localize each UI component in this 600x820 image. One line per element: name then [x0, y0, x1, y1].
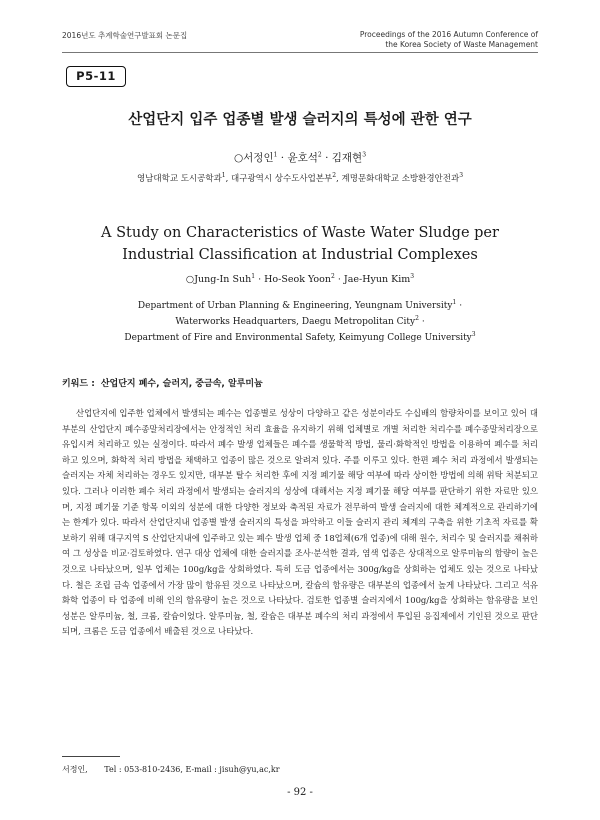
author-ko-2-sup: 2: [317, 151, 322, 159]
running-header-right: [360, 30, 538, 50]
author-ko-1-sup: 1: [273, 151, 278, 159]
author-ko-3-sup: 3: [362, 151, 367, 159]
author-en-3-sup: 3: [410, 272, 415, 280]
running-header-right-line1: Proceedings of the 2016 Autumn Conference of: [359, 30, 538, 39]
affil-en-1: Department of Urban Planning & Engineering, Yeungnam University: [137, 301, 453, 311]
affil-en-line2: [0, 314, 600, 330]
author-ko-1: 서정인: [243, 152, 274, 164]
title-english: [0, 222, 600, 266]
title-english-line1: A Study on Characteristics of Waste Water Sludge per: [101, 225, 499, 241]
footnote-email: E-mail : jisuh@yu,ac,kr: [185, 765, 280, 774]
affil-en-2-tail: ·: [421, 317, 425, 327]
title-korean: 산업단지 입주 업종별 발생 슬러지의 특성에 관한 연구: [128, 112, 472, 128]
corresponding-author-footnote: [62, 764, 280, 775]
author-en-2: Ho-Seok Yoon: [264, 274, 331, 285]
running-header-right-line2: the Korea Society of Waste Management: [385, 40, 538, 49]
affil-en-line1: [0, 298, 600, 314]
author-ko-3: 김재현: [331, 152, 363, 164]
affil-ko-2-sup: 2: [332, 172, 337, 180]
running-header-left: 2016년도 추계학술연구발표회 논문집: [62, 31, 188, 40]
affil-ko-3-sup: 3: [459, 172, 464, 180]
author-separator-en: ·: [337, 274, 341, 285]
header-rule: [62, 52, 538, 53]
affil-en-1-tail: ·: [459, 301, 463, 311]
affil-en-3: Department of Fire and Environmental Safety, Keimyung College University: [124, 333, 472, 343]
author-en-2-sup: 2: [330, 272, 335, 280]
affiliations-korean: [0, 172, 600, 184]
affil-en-3-sup: 3: [471, 331, 476, 338]
author-en-1: Jung-In Suh: [194, 274, 252, 285]
affil-ko-3: 계명문화대학교 소방환경안전과: [341, 174, 460, 184]
presenter-marker-en: ○: [185, 274, 195, 285]
paper-code-badge: P5-11: [66, 66, 126, 87]
keywords-label: 키워드 :: [62, 379, 95, 389]
page-number: - 92 -: [287, 787, 313, 798]
presenter-marker: ○: [233, 152, 244, 164]
affil-en-2-sup: 2: [415, 315, 419, 322]
authors-korean: [0, 150, 600, 165]
affil-en-2: Waterworks Headquarters, Daegu Metropolitan City: [175, 317, 416, 327]
title-english-line2: Industrial Classification at Industrial Complexes: [122, 247, 478, 263]
author-en-1-sup: 1: [251, 272, 256, 280]
author-separator: ·: [280, 152, 285, 164]
footnote-tel: Tel : 053-810-2436,: [104, 765, 183, 774]
affil-ko-1: 영남대학교 도시공학과: [136, 174, 222, 184]
affil-en-1-sup: 1: [452, 299, 457, 306]
author-ko-2: 윤호석: [287, 152, 318, 164]
author-separator-en: ·: [258, 274, 262, 285]
author-en-3: Jae-Hyun Kim: [343, 274, 411, 285]
affil-en-line3: [0, 330, 600, 346]
author-separator: ·: [325, 152, 329, 164]
affil-ko-2: 대구광역시 상수도사업본부: [231, 174, 333, 184]
keywords: [62, 376, 263, 389]
keywords-value: 산업단지 폐수, 슬러지, 중금속, 알루미늄: [100, 379, 263, 389]
affiliations-english: [0, 298, 600, 346]
affil-ko-1-sup: 1: [221, 172, 226, 180]
footnote-rule: [62, 756, 120, 757]
footnote-name: 서정인,: [62, 765, 88, 774]
abstract-body: 산업단지에 입주한 업체에서 발생되는 폐수는 업종별로 성상이 다양하고 같은 성분이라도 수십배의 함량차이를 보이고 있어 대부분의 산업단지 폐수종말처리장에서는 안정적인 처리 효율을 유지하기 위해 업체별로 개별 처리한 처리수를 폐수종말처리장으로 유입시켜 처리하고 있는 실정이다. 따라서 폐수 발생 업체들은 폐수를 생물학적 방법, 물리·화학적인 방법을 이용하여 폐수를 처리하고 있으며, 화학적 처리 방법을 채택하고 업종이 많은 것으로 알려져 있다. 주를 이루고 있다. 한편 폐수 처리 과정에서 발생되는 슬러지는 자체 처리하는 경우도 있지만, 대부분 탈수 처리한 후에 지정 폐기물 해당 여부에 따라 상이한 방법에 의해 위탁 처분되고 있다. 그러나 이러한 폐수 처리 과정에서 발생되는 슬러지의 성상에 대해서는 지정 폐기물 해당 여부를 판단하기 위한 자료만 있으며, 지정 폐기물 기준 항목 이외의 성분에 대한 다양한 정보와 축적된 자료가 전무하여 발생 슬러지에 대한 체계적으로 관리하기에는 한계가 있다. 따라서 산업단지내 업종별 발생 슬러지의 특성을 파악하고 이들 슬러지 관리 체계의 구축을 위한 기초적 자료를 확보하기 위해 대구지역 S 산업단지내에 입주하고 있는 폐수 발생 업체 중 18업체(6개 업종)에 대해 원수, 처리수 및 슬러지를 채취하여 그 성상을 비교·검토하였다. 연구 대상 업체에 대한 슬러지를 조사·분석한 결과, 염색 업종은 상대적으로 알루미늄의 함량이 높은 것으로 나타났으며, 일부 업체는 100g/kg을 상회하였다. 특히 도금 업종에서는 300g/kg을 상회하는 업체도 있는 것으로 나타났다. 철은 조립 금속 업종에서 가장 많이 함유된 것으로 나타났으며, 칼슘의 함유량은 대부분의 업종에서 높게 나타났다. 그리고 석유 화학 업종이 타 업종에 비해 인의 함유량이 높은 것으로 나타났다. 검토한 업종별 슬러지에서 100g/kg을 상회하는 함유량을 보인 성분은 알루미늄, 철, 크롬, 칼슘이었다. 알루미늄, 철, 칼슘은 대부분 폐수의 처리 과정에서 투입된 응집제에서 기인된 것으로 판단되며, 크롬은 도금 업종에서 배출된 것으로 나타났다.: [62, 408, 538, 637]
affil-separator: ,: [336, 174, 339, 184]
affil-separator: ,: [225, 174, 229, 184]
authors-english: [0, 274, 600, 285]
